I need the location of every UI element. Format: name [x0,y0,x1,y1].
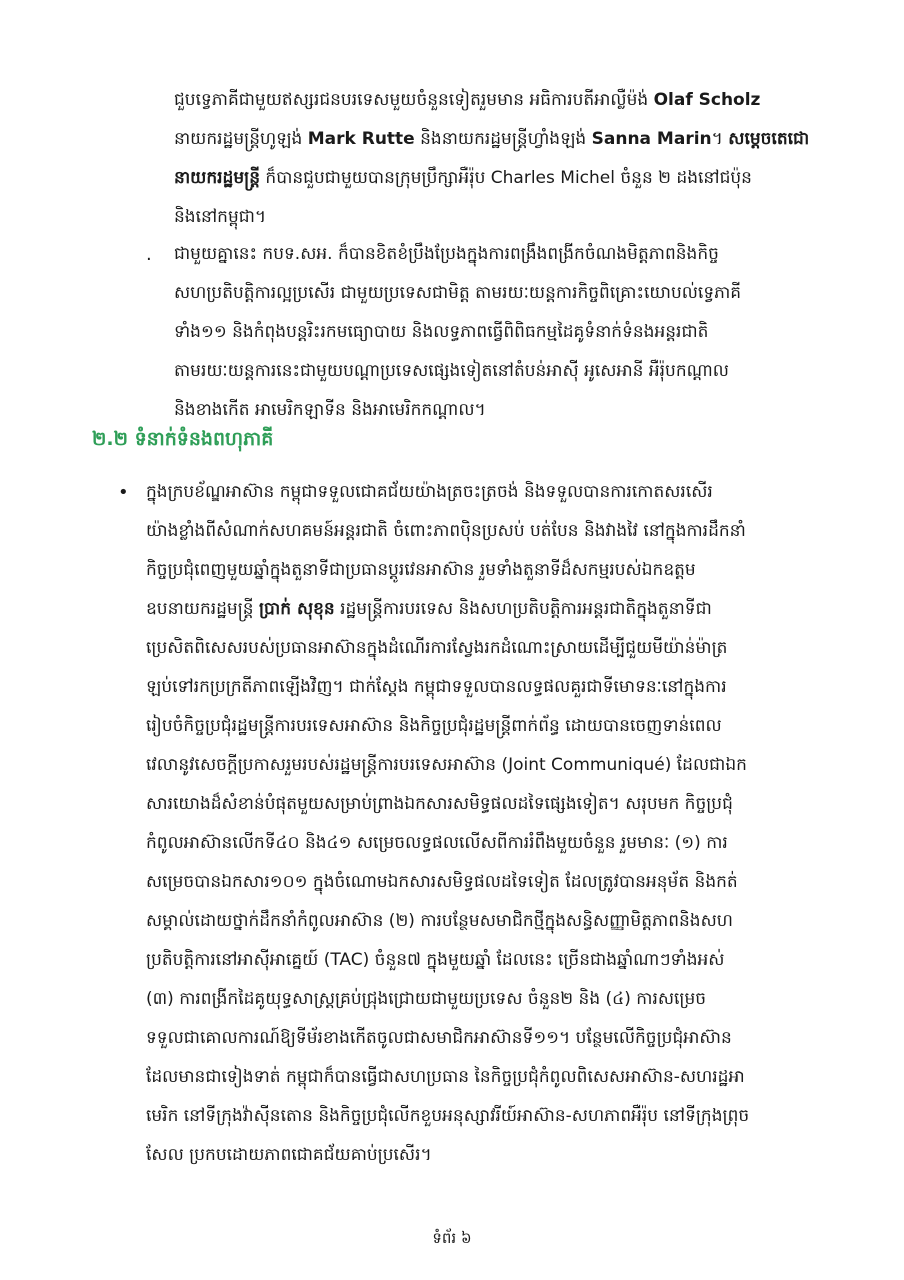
text-line: ជួបទ្វេភាគីជាមួយឥស្សរជនបរទេសមួយចំនួនទៀតរួមមាន អធិការបតីអាល្លឺម៉ង់ Olaf Scholz [174,90,761,110]
text-line: កិច្ចប្រជុំពេញមួយឆ្នាំក្នុងតួនាទីជាប្រធានប្តូរវេនអាស៊ាន រួមទាំងតួនាទីដ៏សកម្មរបស់ឯកឧត្តម [146,560,696,580]
paragraph-bilateral [174,235,814,430]
text-line: (៣) ការពង្រីកដៃគូយុទ្ធសាស្ត្រគ្រប់ជ្រុងជ្រោយជាមួយប្រទេស ចំនួន២ និង (៤) ការសម្រេច [146,989,707,1009]
text-line: សហប្រតិបត្តិការល្អប្រសើរ ជាមួយប្រទេសជាមិត្ត តាមរយៈយន្តការកិច្ចពិគ្រោះយោបល់ទ្វេភាគី [174,283,742,303]
text-line: ក្នុងក្របខ័ណ្ឌអាស៊ាន កម្ពុជាទទួលជោគជ័យយ៉ាងត្រចះត្រចង់ និងទទួលបានការកោតសរសើរ [146,482,713,502]
text-line: សារយោងដ៏សំខាន់បំផុតមួយសម្រាប់ព្រាងឯកសារសមិទ្ធផលដទៃផ្សេងទៀត។ សរុបមក កិច្ចប្រជុំ [146,794,733,814]
text-line: រៀបចំកិច្ចប្រជុំរដ្ឋមន្ត្រីការបរទេសអាស៊ាន និងកិច្ចប្រជុំរដ្ឋមន្ត្រីពាក់ព័ន្ធ ដោយបានចេញទាន់ពេល [146,716,722,736]
text-line: សែល ប្រកបដោយភាពជោគជ័យគាប់ប្រសើរ។ [146,1145,432,1165]
text-line: សម្រេចបានឯកសារ១០១ ក្នុងចំណោមឯកសារសមិទ្ធផលដទៃទៀត ដែលត្រូវបានអនុម័ត និងកត់ [146,872,738,892]
text-line: ឧបនាយករដ្ឋមន្ត្រី ប្រាក់ សុខុន រដ្ឋមន្ត្រីការបរទេស និងសហប្រតិបត្តិការអន្តរជាតិក្នុងតួនាទីជា [146,599,712,619]
page-number: ទំព័រ ៦ [432,1229,472,1247]
section-heading: ២.២ ទំនាក់ទំនងពហុភាគី [92,428,274,450]
paragraph-intro [174,81,814,237]
text-line: ប្រេសិតពិសេសរបស់ប្រធានអាស៊ានក្នុងដំណើរការស្វែងរកដំណោះស្រាយដើម្បីជួយមីយ៉ាន់ម៉ាត្រ [146,638,728,658]
bullet-marker: • [118,482,129,503]
text-line: យ៉ាងខ្លាំងពីសំណាក់សហគមន៍អន្តរជាតិ ចំពោះភាពប៉ិនប្រសប់ បត់បែន និងវាងវៃ នៅក្នុងការដឹកនាំ [146,521,746,541]
paragraph-multilateral [146,473,826,1175]
text-line: តាមរយៈយន្តការនេះជាមួយបណ្តាប្រទេសផ្សេងទៀតនៅតំបន់អាស៊ី អូសេអានី អឺរ៉ុបកណ្តាល [174,361,729,381]
text-line: ឡប់ទៅរកប្រក្រតីភាពឡើងវិញ។ ជាក់ស្តែង កម្ពុជាទទួលបានលទ្ធផលគួរជាទីមោទនៈនៅក្នុងការ [146,677,727,697]
text-line: ប្រតិបត្តិការនៅអាស៊ីអាគ្នេយ៍ (TAC) ចំនួន៧ ក្នុងមួយឆ្នាំ ដែលនេះ ច្រើនជាងឆ្នាំណាៗទាំងអស់ [146,950,725,970]
text-line: និងខាងកើត អាមេរិកឡាទីន និងអាមេរិកកណ្តាល។ [174,400,486,420]
text-line: នាយករដ្ឋមន្ត្រី ក៏បានជួបជាមួយបានក្រុមប្រឹក្សាអឺរ៉ុប Charles Michel ចំនួន ២ ដងនៅជប៉ុន [174,168,752,188]
text-line: និងនៅកម្ពុជា។ [174,207,267,227]
text-line: នាយករដ្ឋមន្ត្រីហូឡង់ Mark Rutte និងនាយករដ្ឋមន្ត្រីហ្វាំងឡង់ Sanna Marin។ សម្តេចតេជោ [174,129,810,149]
text-line: សម្គាល់ដោយថ្នាក់ដឹកនាំកំពូលអាស៊ាន (២) ការបន្ថែមសមាជិកថ្មីក្នុងសន្ធិសញ្ញាមិត្តភាពនិងសហ [146,911,733,931]
text-line: ដែលមានជាទៀងទាត់ កម្ពុជាក៏បានធ្វើជាសហប្រធាន នៃកិច្ចប្រជុំកំពូលពិសេសអាស៊ាន-សហរដ្ឋអា [146,1067,745,1087]
text-line: ទាំង១១ និងកំពុងបន្តរិះរកមធ្យោបាយ និងលទ្ធភាពធ្វើពិពិធកម្មដៃគូទំនាក់ទំនងអន្តរជាតិ [174,322,709,342]
text-line: វេលានូវសេចក្តីប្រកាសរួមរបស់រដ្ឋមន្ត្រីការបរទេសអាស៊ាន (Joint Communiqué) ដែលជាឯក [146,755,747,775]
text-line: ទទួលជាគោលការណ៍ឱ្យទីម័រខាងកើតចូលជាសមាជិកអាស៊ានទី១១។ បន្ថែមលើកិច្ចប្រជុំអាស៊ាន [146,1028,732,1048]
text-line: កំពូលអាស៊ានលើកទី៤០ និង៤១ សម្រេចលទ្ធផលលើសពីការរំពឹងមួយចំនួន រួមមានៈ (១) ការ [146,833,728,853]
text-line: មេរិក នៅទីក្រុងវ៉ាស៊ីនតោន និងកិច្ចប្រជុំលើកខួបអនុស្សាវរីយ៍អាស៊ាន-សហភាពអឺរ៉ុប នៅទីក្រុងព្រុច [146,1106,750,1126]
bullet-marker: . [146,244,152,265]
text-line: ជាមួយគ្នានេះ កបទ.សអ. ក៏បានខិតខំប្រឹងប្រែងក្នុងការពង្រឹងពង្រីកចំណងមិត្តភាពនិងកិច្ច [174,244,719,264]
